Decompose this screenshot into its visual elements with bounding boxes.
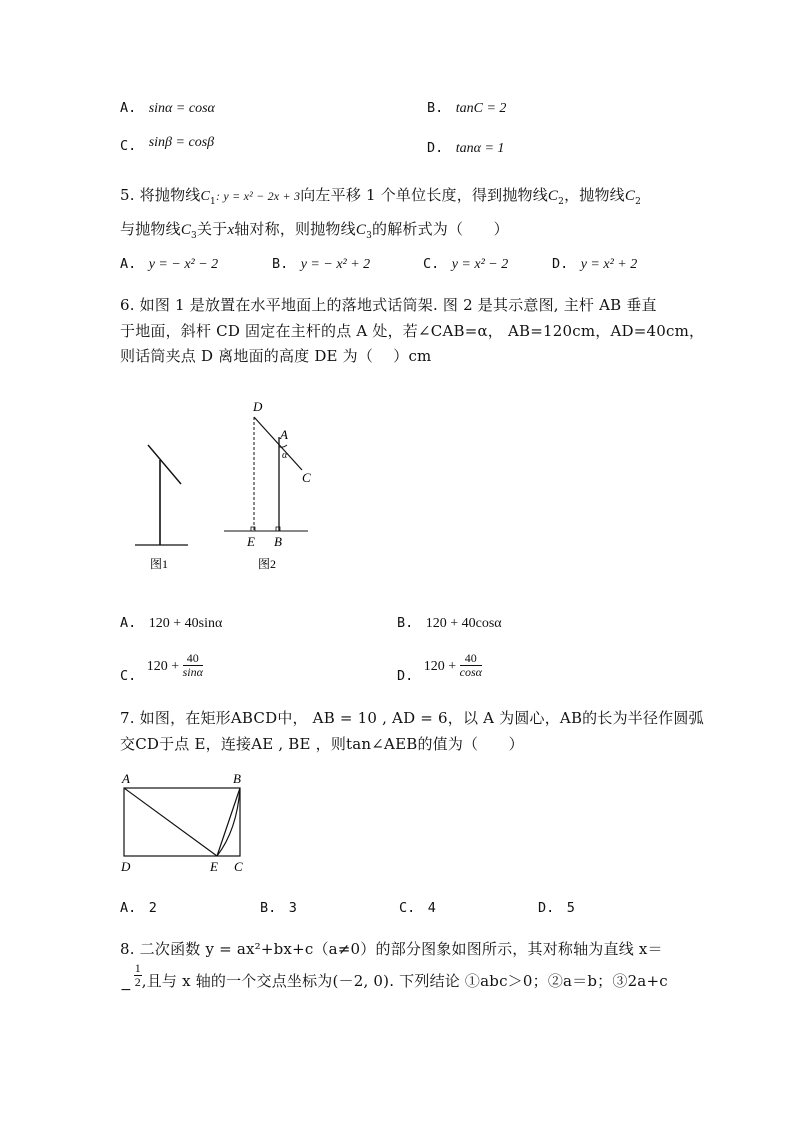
q6-option-a[interactable] xyxy=(120,615,222,632)
option-value: 3 xyxy=(288,900,297,916)
option-label: D. xyxy=(427,140,444,156)
q6-stem-line3: 则话筒夹点 D 离地面的高度 DE 为（ ）cm xyxy=(120,347,432,365)
option-label: D. xyxy=(552,256,569,272)
label-a: A xyxy=(122,771,130,786)
option-label: B. xyxy=(272,256,289,272)
q8-stem-line2: − $\frac{1}{2}$ ,且与 x 轴的一个交点坐标为(－2, 0). 下列结论 ①abc＞0；②a＝b；③2a+c xyxy=(120,961,668,998)
option-expression: sinβ = cosβ xyxy=(148,135,215,150)
figure-1-caption: 图1 xyxy=(150,557,169,571)
segment-ae xyxy=(124,788,217,856)
option-expression: 120 + 40cosα xyxy=(425,616,502,631)
q6-stem-line2: 于地面，斜杆 CD 固定在主杆的点 A 处，若∠CAB=α， AB=120cm，AD=40cm， xyxy=(120,322,705,340)
option-label: A. xyxy=(120,256,137,272)
option-label: A. xyxy=(120,900,137,916)
label-e: E xyxy=(210,859,218,874)
label-c: C xyxy=(234,859,243,874)
q5-option-c[interactable] xyxy=(423,256,508,273)
segment-be xyxy=(217,788,240,856)
q6-stem-line1: 6. 如图 1 是放置在水平地面上的落地式话筒架. 图 2 是其示意图, 主杆 AB 垂直 xyxy=(120,296,657,314)
option-label: C. xyxy=(120,667,137,684)
option-label: D. xyxy=(538,900,555,916)
q7-stem-line1: 7. 如图，在矩形ABCD中， AB = 10 , AD = 6，以 A 为圆心，AB的长为半径作圆弧 xyxy=(120,709,704,727)
option-expression-prefix: 120 + xyxy=(146,658,183,674)
q6-figure xyxy=(120,390,340,580)
option-expression: sinα = cosα xyxy=(148,101,215,116)
option-expression: 120 + 40sinα xyxy=(148,616,223,631)
q5-stem-line2: 与抛物线$C_3$关于x轴对称，则抛物线$C_3$的解析式为（ ） xyxy=(120,220,509,241)
q7-stem-line2: 交CD于点 E，连接AE , BE ，则tan∠AEB的值为（ ） xyxy=(120,735,524,753)
option-label: C. xyxy=(423,256,440,272)
q5-option-a[interactable] xyxy=(120,256,218,273)
q4-option-b[interactable] xyxy=(427,100,506,117)
option-label: D. xyxy=(397,667,414,684)
q8-stem-line1: 8. 二次函数 y = ax²+bx+c（a≠0）的部分图象如图所示，其对称轴为直线 x＝ xyxy=(120,940,663,958)
q4-option-a[interactable] xyxy=(120,100,215,117)
option-label: B. xyxy=(260,900,277,916)
label-c: C xyxy=(302,470,311,485)
label-d: D xyxy=(121,859,131,874)
q4-option-c[interactable] xyxy=(120,135,215,155)
option-value: 4 xyxy=(427,900,436,916)
option-label: B. xyxy=(427,100,444,116)
option-expression: tanα = 1 xyxy=(455,141,505,156)
option-fraction: $\frac{40}{\sin\alpha}$ xyxy=(182,651,203,679)
symmetry-axis-fraction: $\frac{1}{2}$ xyxy=(134,961,141,989)
option-expression-prefix: 120 + xyxy=(423,658,460,674)
q7-figure xyxy=(115,768,255,876)
option-label: A. xyxy=(120,100,137,116)
q5-option-d[interactable] xyxy=(552,256,637,273)
figure-2-caption: 图2 xyxy=(258,557,277,571)
option-expression: y = x² + 2 xyxy=(580,257,638,272)
option-value: 5 xyxy=(566,900,575,916)
label-e: E xyxy=(247,534,255,549)
option-expression: y = x² − 2 xyxy=(451,257,509,272)
q5-stem-line1: 5. 将抛物线$C_1$: y = x² − 2x + 3向左平移 1 个单位长度，得到抛物线$C_2$，抛物线$C_2$ xyxy=(120,186,642,207)
q4-option-d[interactable] xyxy=(427,140,504,157)
option-label: C. xyxy=(120,138,137,154)
option-label: B. xyxy=(397,615,414,631)
figure-1-stand xyxy=(135,445,188,545)
option-value: 2 xyxy=(148,900,157,916)
label-d: D xyxy=(253,399,263,414)
option-fraction: $\frac{40}{\cos\alpha}$ xyxy=(459,651,482,679)
label-a: A xyxy=(280,427,288,442)
figure-2-diagram xyxy=(224,417,308,531)
q7-option-a[interactable] xyxy=(120,900,157,916)
q7-option-b[interactable] xyxy=(260,900,297,916)
option-expression: y = − x² − 2 xyxy=(148,257,219,272)
option-label: A. xyxy=(120,615,137,631)
q7-option-d[interactable] xyxy=(538,900,575,916)
rectangle-abcd xyxy=(124,788,240,856)
q6-option-b[interactable] xyxy=(397,615,502,632)
q7-option-c[interactable] xyxy=(399,900,436,916)
option-expression: tanC = 2 xyxy=(455,101,507,116)
label-b: B xyxy=(233,771,241,786)
label-alpha: α xyxy=(282,450,288,461)
q6-option-d[interactable] xyxy=(397,651,482,684)
label-b: B xyxy=(274,534,282,549)
q5-option-b[interactable] xyxy=(272,256,370,273)
option-expression: y = − x² + 2 xyxy=(300,257,371,272)
option-label: C. xyxy=(399,900,416,916)
q6-option-c[interactable] xyxy=(120,651,203,684)
